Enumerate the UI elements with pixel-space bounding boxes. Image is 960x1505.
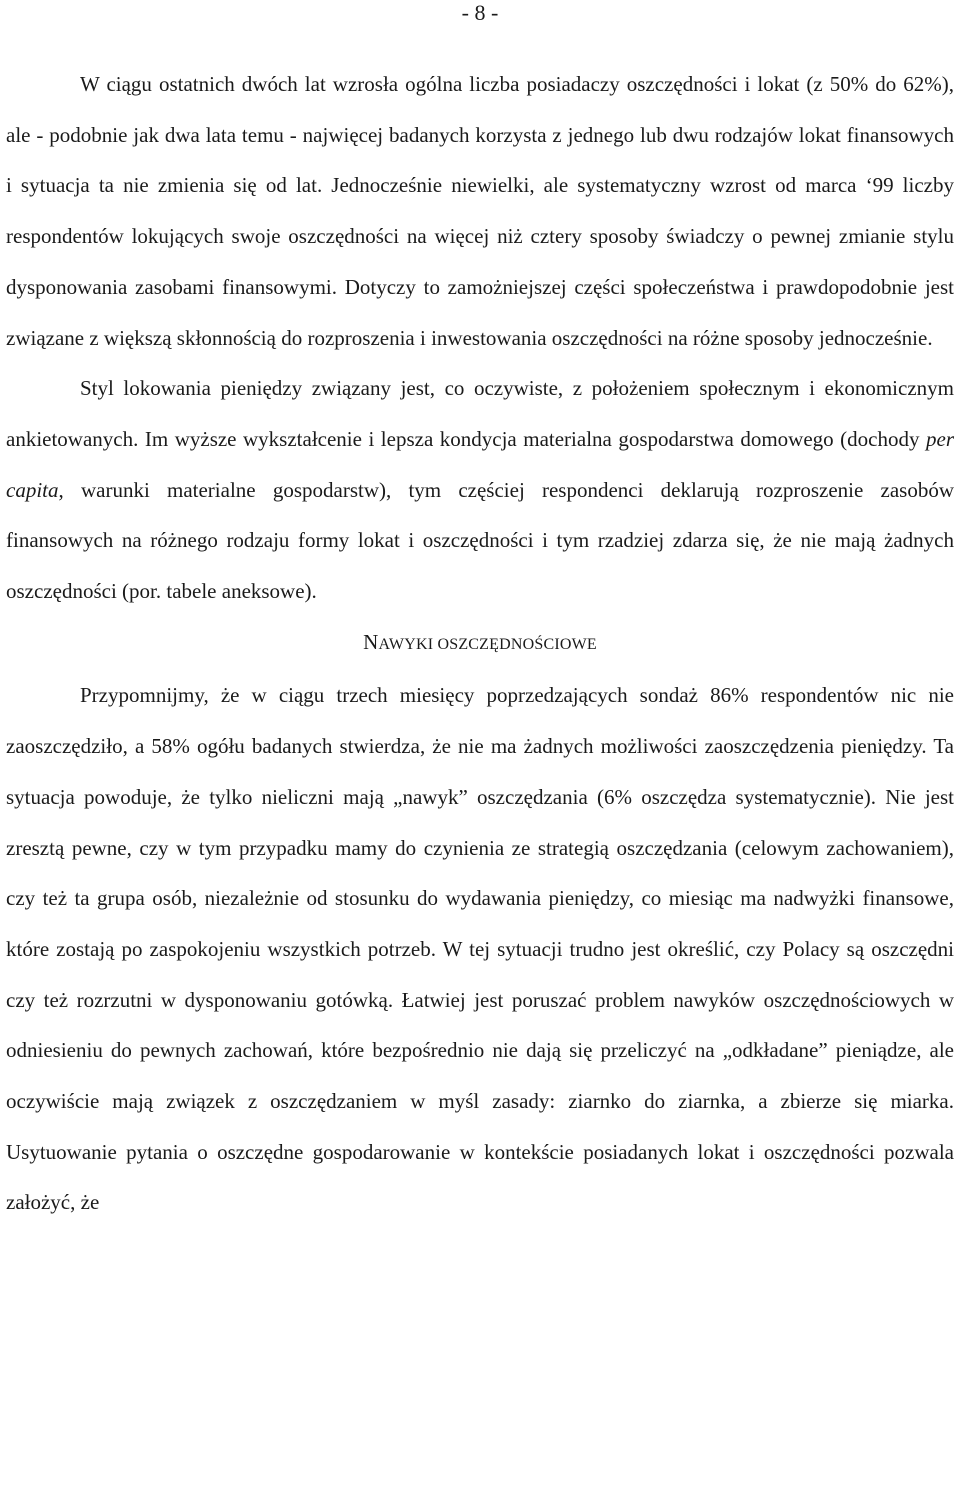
section-heading: [6, 617, 954, 671]
heading-small-caps: AWYKI OSZCZĘDNOŚCIOWE: [378, 635, 597, 653]
body-text: [6, 59, 954, 1228]
paragraph-3: Przypomnijmy, że w ciągu trzech miesięcy poprzedzających sondaż 86% respondentów nic nie zaoszczędziło, a 58% ogółu badanych stwierdza, że nie ma żadnych możliwości zaoszczędzenia pieniędzy. Ta sytuacja powoduje, że tylko nieliczni mają „nawyk” oszczędzania (6% oszczędza systematycznie). Nie jest zresztą pewne, czy w tym przypadku mamy do czynienia ze strategią oszczędzania (celowym zachowaniem), czy też ta grupa osób, niezależnie od stosunku do wydawania pieniędzy, co miesiąc ma nadwyżki finansowe, które zostają po zaspokojeniu wszystkich potrzeb. W tej sytuacji trudno jest określić, czy Polacy są oszczędni czy też rozrzutni w dysponowaniu gotówką. Łatwiej jest poruszać problem nawyków oszczędnościowych w odniesieniu do pewnych zachowań, które bezpośrednio nie dają się przeliczyć na „odkładane” pieniądze, ale oczywiście mają związek z oszczędzaniem w myśl zasady: ziarnko do ziarnka, a zbierze się miarka. Usytuowanie pytania o oszczędne gospodarowanie w kontekście posiadanych lokat i oszczędności pozwala założyć, że: [6, 683, 954, 1215]
paragraph-2: [6, 363, 954, 617]
paragraph-2-part-2: , warunki materialne gospodarstw), tym częściej respondenci deklarują rozproszenie zasobów finansowych na różnego rodzaju formy lokat i oszczędności i tym rzadziej zdarza się, że nie mają żadnych oszczędności (por. tabele aneksowe).: [6, 477, 954, 604]
italic-per-capita: per capita: [6, 426, 954, 502]
heading-initial: N: [363, 629, 379, 654]
paragraph-2-part-1: Styl lokowania pieniędzy związany jest, co oczywiste, z położeniem społecznym i ekonomicznym ankietowanych. Im wyższe wykształcenie i lepsza kondycja materialna gospodarstwa domowego (dochody: [6, 376, 954, 451]
paragraph-1: W ciągu ostatnich dwóch lat wzrosła ogólna liczba posiadaczy oszczędności i lokat (z 50% do 62%), ale - podobnie jak dwa lata temu - najwięcej badanych korzysta z jednego lub dwu rodzajów lokat finansowych i sytuacja ta nie zmienia się od lat. Jednocześnie niewielki, ale systematyczny wzrost od marca ‘99 liczby respondentów lokujących swoje oszczędności na więcej niż cztery sposoby świadczy o pewnej zmianie stylu dysponowania zasobami finansowymi. Dotyczy to zamożniejszej części społeczeństwa i prawdopodobnie jest związane z większą skłonnością do rozproszenia i inwestowania oszczędności na różne sposoby jednocześnie.: [6, 72, 954, 350]
page-number: - 8 -: [461, 0, 499, 25]
